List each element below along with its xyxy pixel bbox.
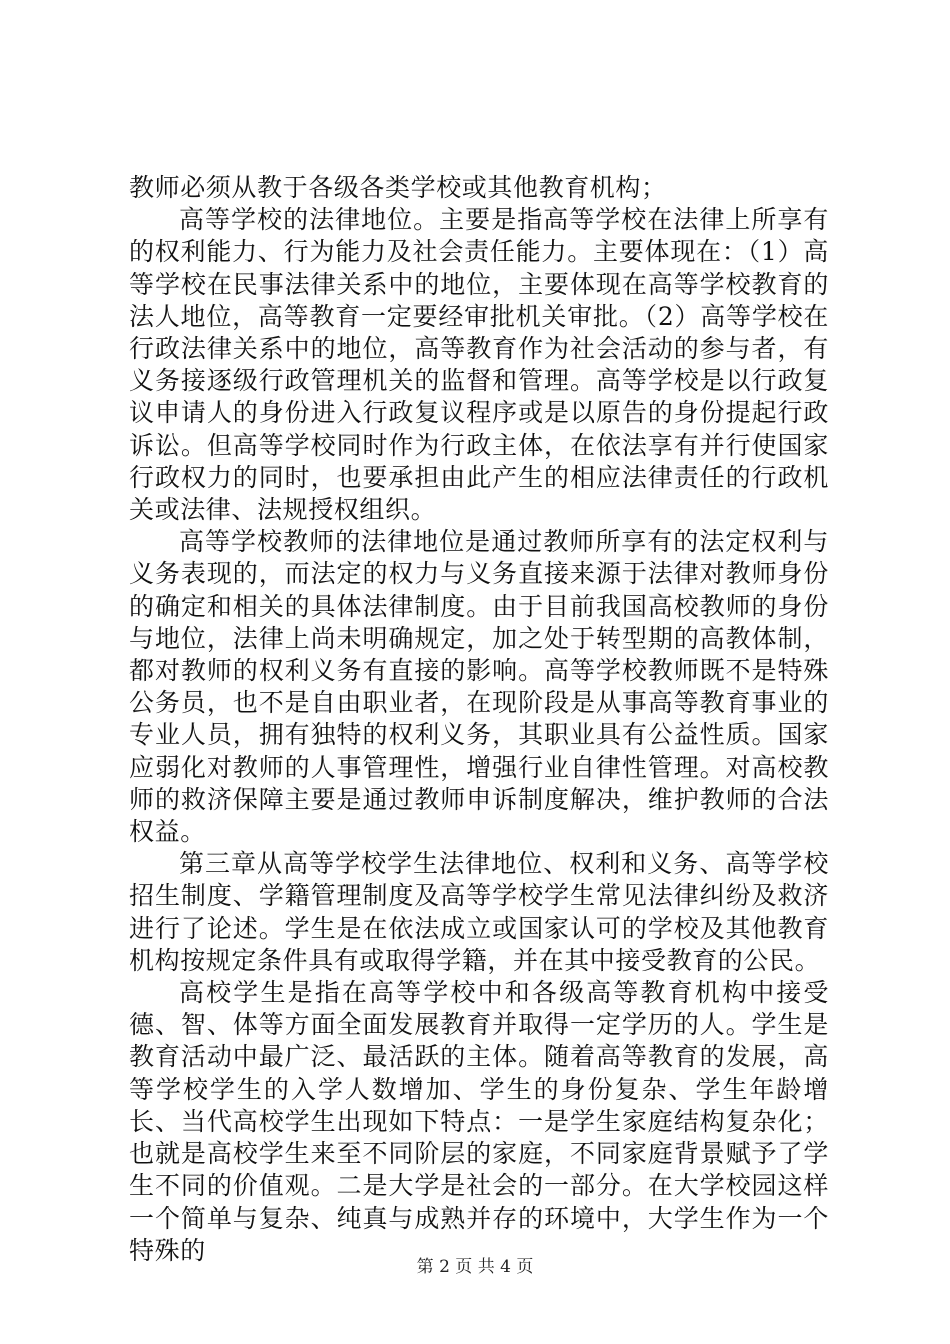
paragraph-chapter-three: 第三章从高等学校学生法律地位、权利和义务、高等学校招生制度、学籍管理制度及高等学校学生常见法律纠纷及救济进行了论述。学生是在依法成立或国家认可的学校及其他教育机构按规定条件具有或取得学籍，并在其中接受教育的公民。 [129,849,829,975]
paragraph-university-legal-status: 高等学校的法律地位。主要是指高等学校在法律上所享有的权利能力、行为能力及社会责任能力。主要体现在：（1）高等学校在民事法律关系中的地位，主要体现在高等学校教育的法人地位，高等教育一定要经审批机关审批。（2）高等学校在行政法律关系中的地位，高等教育作为社会活动的参与者，有义务接逐级行政管理机关的监督和管理。高等学校是以行政复议申请人的身份进入行政复议程序或是以原告的身份提起行政诉讼。但高等学校同时作为行政主体，在依法享有并行使国家行政权力的同时，也要承担由此产生的相应法律责任的行政机关或法律、法规授权组织。 [129,205,829,525]
paragraph-student-characteristics: 高校学生是指在高等学校中和各级高等教育机构中接受德、智、体等方面全面发展教育并取得一定学历的人。学生是教育活动中最广泛、最活跃的主体。随着高等教育的发展，高等学校学生的入学人数增加、学生的身份复杂、学生年龄增长、当代高校学生出现如下特点：一是学生家庭结构复杂化；也就是高校学生来至不同阶层的家庭，不同家庭背景赋予了学生不同的价值观。二是大学是社会的一部分。在大学校园这样一个简单与复杂、纯真与成熟并存的环境中，大学生作为一个特殊的 [129,978,829,1265]
paragraph-teacher-legal-status: 高等学校教师的法律地位是通过教师所享有的法定权利与义务表现的，而法定的权力与义务直接来源于法律对教师身份的确定和相关的具体法律制度。由于目前我国高校教师的身份与地位，法律上尚未明确规定，加之处于转型期的高教体制，都对教师的权利义务有直接的影响。高等学校教师既不是特殊公务员，也不是自由职业者，在现阶段是从事高等教育事业的专业人员，拥有独特的权利义务，其职业具有公益性质。国家应弱化对教师的人事管理性，增强行业自律性管理。对高校教师的救济保障主要是通过教师申诉制度解决，维护教师的合法权益。 [129,527,829,847]
document-body [129,172,829,1267]
paragraph-continuation: 教师必须从教于各级各类学校或其他教育机构； [129,173,667,202]
page-footer: 第 2 页 共 4 页 [416,1257,534,1277]
